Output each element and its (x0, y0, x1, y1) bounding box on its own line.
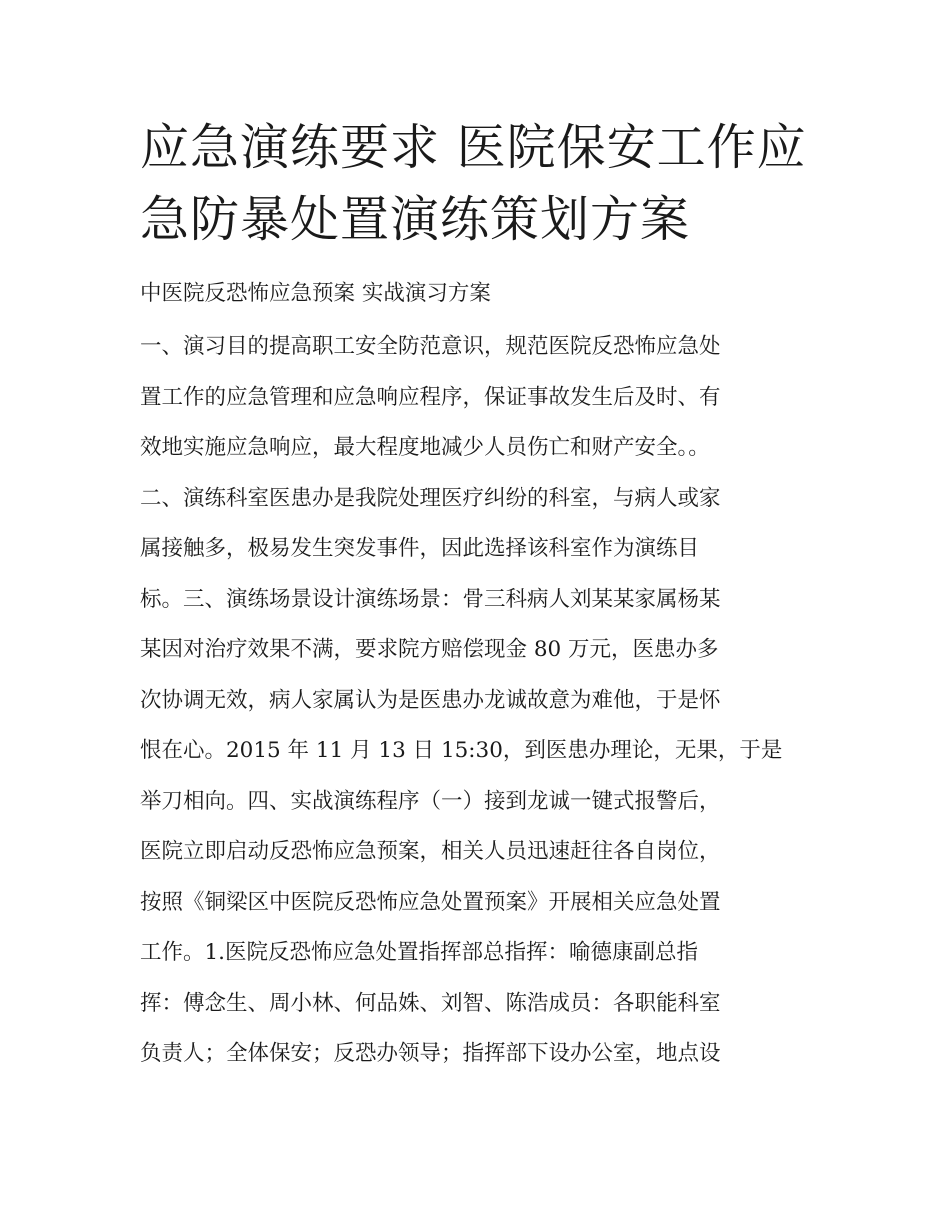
body-line: 举刀相向。四、实战演练程序（一）接到龙诚一键式报警后， (140, 788, 721, 814)
body-line: 按照《铜梁区中医院反恐怖应急处置预案》开展相关应急处置 (140, 889, 721, 915)
title-line-1: 应急演练要求 医院保安工作应 (140, 119, 807, 176)
body-line: 医院立即启动反恐怖应急预案，相关人员迅速赶往各自岗位， (140, 839, 721, 864)
body-line: 二、演练科室医患办是我院处理医疗纠纷的科室，与病人或家 (140, 485, 721, 511)
body-line: 负责人；全体保安；反恐办领导；指挥部下设办公室，地点设 (140, 1041, 721, 1066)
body-line: 次协调无效，病人家属认为是医患办龙诚故意为难他，于是怀 (140, 687, 721, 713)
body-line: 效地实施应急响应，最大程度地减少人员伤亡和财产安全。。 (140, 435, 710, 460)
body-line: 挥：傅念生、周小林、何品姝、刘智、陈浩成员：各职能科室 (140, 990, 721, 1016)
document-title (140, 112, 812, 256)
body-line: 标。三、演练场景设计演练场景：骨三科病人刘某某家属杨某 (140, 586, 721, 612)
document-subtitle: 中医院反恐怖应急预案 实战演习方案 (140, 281, 491, 306)
body-line: 恨在心。2015 年 11 月 13 日 15:30，到医患办理论，无果，于是 (140, 738, 783, 763)
body-line: 工作。1.医院反恐怖应急处置指挥部总指挥：喻德康副总指 (140, 940, 699, 965)
body-line: 一、演习目的提高职工安全防范意识，规范医院反恐怖应急处 (140, 334, 721, 359)
title-line-2: 急防暴处置演练策划方案 (140, 191, 691, 248)
body-line: 置工作的应急管理和应急响应程序，保证事故发生后及时、有 (140, 384, 721, 410)
document-body (140, 322, 812, 1080)
body-line: 某因对治疗效果不满，要求院方赔偿现金 80 万元，医患办多 (140, 637, 719, 662)
document-content (140, 112, 812, 1080)
body-line: 属接触多，极易发生突发事件，因此选择该科室作为演练目 (140, 536, 700, 561)
